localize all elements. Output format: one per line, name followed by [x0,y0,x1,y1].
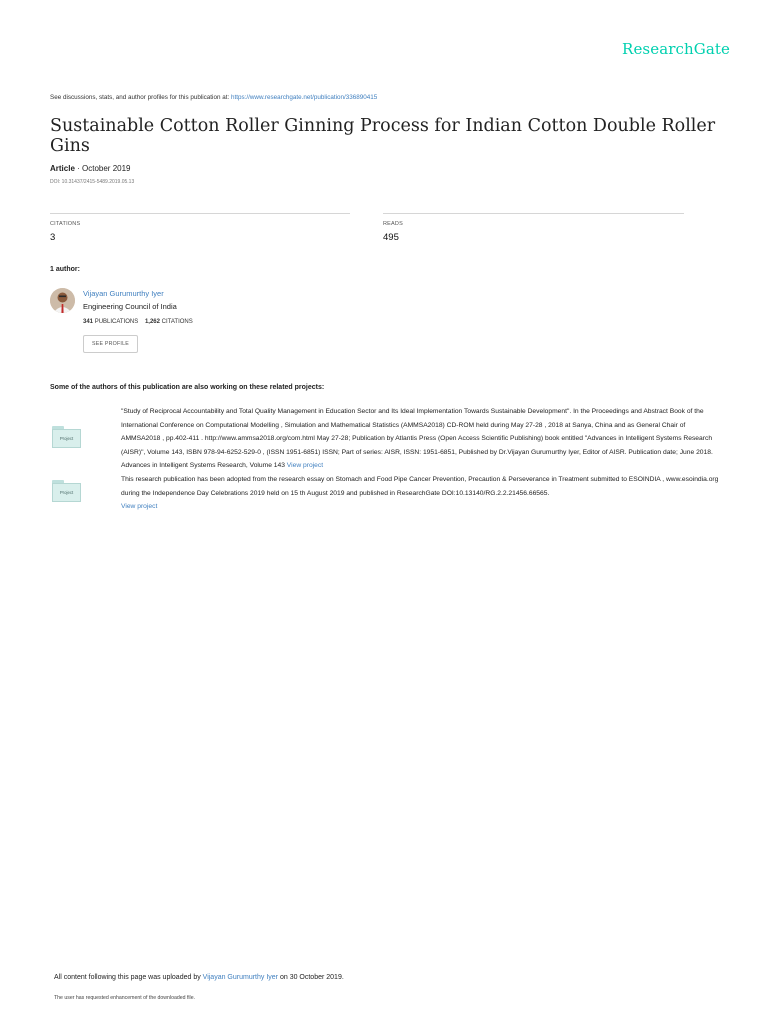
author-publications-count: 341 [83,319,94,325]
discussions-line [50,94,377,101]
meta-separator: · [74,164,83,173]
citations-count: 3 [50,232,56,243]
project-item [121,473,721,514]
citations-label: CITATIONS [50,221,81,227]
author-name-link[interactable]: Vijayan Gurumurthy Iyer [83,289,164,298]
project-description: "Study of Reciprocal Accountability and Total Quality Management in Education Sector and Its Ideal Implementation Towards Sustainable Development". In the Proceedings and Abstract Book of the International Conference on Computational Modelling , Simulation and Mathematical Statistics (AMMSA2018) CD-ROM held during May 27-28 , 2018 at Sanya, China and as General Chair of AMMSA2018 , pp.402-411 . http://www.ammsa2018.org/com.html May 27-28; Publication by Atlantis Press (Open Access Scientific Publishing) book entitled "Advances in Intelligent Systems Research (AISR)", Volume 143, ISBN 978-94-6252-529-0 , (ISSN 1951-6851) ISSN; Part of series: AISR, ISSN: 1951-6851, Published by Dr.Vijayan Gurumurthy Iyer, Editor of AISR. Publication date; June 2018. Advances in Intelligent Systems Research, Volume 143 [121,408,713,470]
author-citations-label: CITATIONS [161,319,193,325]
author-stats [83,319,193,325]
authors-heading: 1 author: [50,266,80,273]
publication-date: October 2019 [82,164,131,173]
view-project-link[interactable]: View project [286,462,324,470]
author-publications-label: PUBLICATIONS [94,319,139,325]
upload-suffix: on 30 October 2019. [278,974,344,981]
see-profile-button[interactable]: SEE PROFILE [83,335,138,353]
author-avatar[interactable] [50,288,75,313]
uploader-link[interactable]: Vijayan Gurumurthy Iyer [202,974,279,981]
publication-doi: DOI: 10.31437/2415-5489.2019.05.13 [50,179,135,185]
folder-label: Project [52,429,81,448]
reads-count: 495 [383,232,399,243]
citations-divider [50,213,350,214]
project-folder-icon[interactable] [52,426,81,448]
related-projects-heading: Some of the authors of this publication are also working on these related projects: [50,384,325,391]
reads-divider [383,213,684,214]
author-photo [50,288,75,313]
researchgate-logo[interactable]: ResearchGate [622,40,730,58]
publication-type: Article [50,164,75,173]
publication-url-link[interactable]: https://www.researchgate.net/publication/336890415 [230,94,378,101]
reads-label: READS [383,221,403,227]
project-folder-icon[interactable] [52,480,81,502]
project-item [121,405,721,473]
project-description: This research publication has been adopted from the research essay on Stomach and Food Pipe Cancer Prevention, Precaution & Perseverance in Treatment submitted to ESOINDIA , www.esoindia.org during the Independence Day Celebrations 2019 held on 15 th August 2019 and published in ResearchGate DOI:10.13140/RG.2.2.21456.66565. [121,476,719,497]
upload-notice [54,974,344,981]
folder-label: Project [52,483,81,502]
view-project-link[interactable]: View project [121,503,158,511]
publication-meta [50,164,131,173]
enhancement-note: The user has requested enhancement of the downloaded file. [54,995,196,1001]
upload-prefix: All content following this page was uploaded by [54,974,203,981]
author-institution: Engineering Council of India [83,302,177,311]
author-citations-count: 1,262 [144,319,160,325]
publication-title: Sustainable Cotton Roller Ginning Process for Indian Cotton Double Roller Gins [50,116,716,156]
discussions-text: See discussions, stats, and author profiles for this publication at: [50,94,231,101]
